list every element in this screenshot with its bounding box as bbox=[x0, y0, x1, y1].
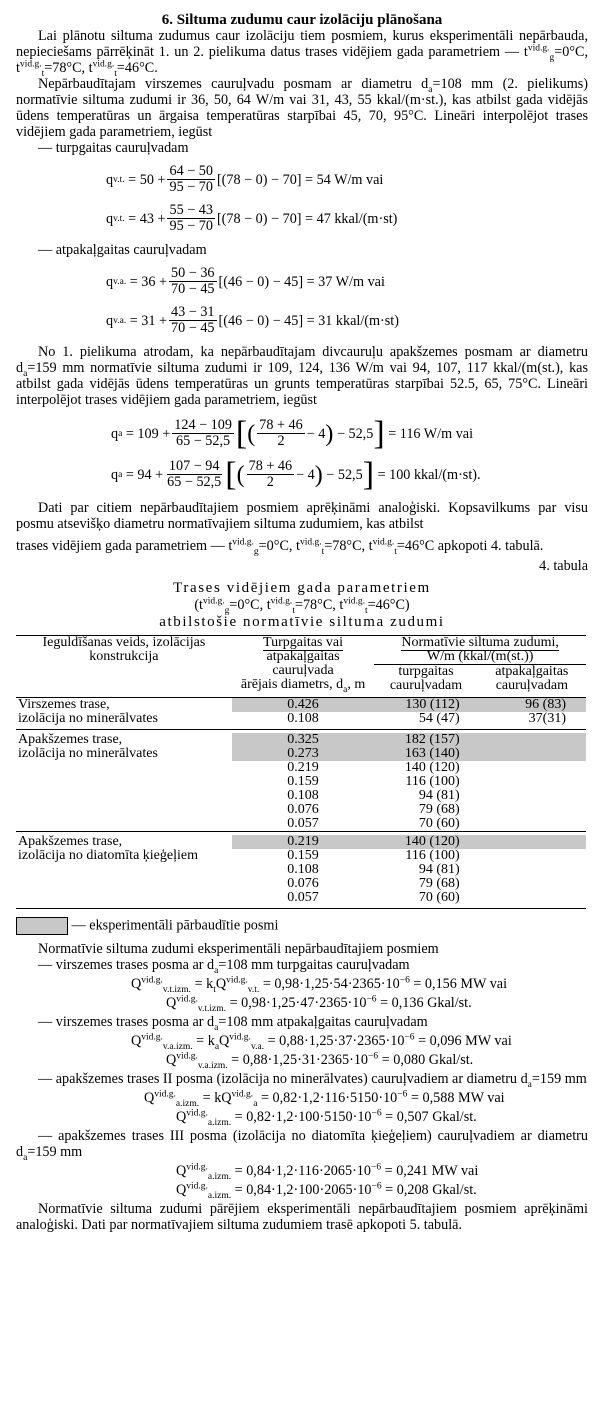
untested-item-1: — virszemes trases posma ar $d_a=108$ mm turpgaitas cauruļvadam bbox=[38, 957, 410, 976]
row-construction-label: Virszemes trase, bbox=[18, 697, 110, 712]
header-supply: turpgaitas cauruļvadam bbox=[374, 665, 477, 694]
table-row bbox=[16, 891, 586, 905]
formula-4: $Q^{vid.g.}_{v.a.izm.} = 0,88\cdot 1,25\cdot 31\cdot 2365\cdot 10^{-6} = 0,080$ Gkal/st. bbox=[166, 1051, 474, 1071]
row-construction-label bbox=[16, 789, 232, 803]
equation-qa-kkal: q a = 94 + $\frac{107 - 94}{65 - 52,5}$ [ ( $\frac{78 + 46}{2}$ − 4 ) − 52,5 ] = 100 kkal/(m·st). bbox=[111, 455, 481, 493]
cell-supply-loss: 182 (157) bbox=[374, 733, 477, 747]
cell-diameter: 0.057 bbox=[287, 890, 319, 905]
formula-7: $Q^{vid.g.}_{a.izm.} = 0,84\cdot 1,2\cdot 116\cdot 2065\cdot 10^{-6} = 0,241$ MW vai bbox=[176, 1162, 479, 1182]
equation-q-vt-wm: q v.t. = 50 + $\frac{64 - 50}{95 - 70}$ [(78 − 0) − 70] = 54 W/m vai bbox=[106, 163, 384, 195]
untested-heading: Normatīvie siltuma zudumi eksperimentāli nepārbaudītajiem posmiem bbox=[38, 941, 439, 957]
cell-return-loss bbox=[478, 775, 586, 789]
supply-pipe-label: — turpgaitas cauruļvadam bbox=[38, 140, 189, 156]
paragraph-above-ground: Nepārbaudītajam virszemes cauruļvadu posmam ar diametru $d_a=108$ mm (2. pielikums) normatīvie siltuma zudumi ir 36, 50, 64 W/m vai 31, 43, 55 kkal/(m·st.), kas atbilst gada vidējās ūdens temperatūras un ārgaisa temperatūras starpībai 45, 70, 95°C. Lineāri interpolējot trases vidējiem gada parametriem, iegūst bbox=[16, 76, 588, 140]
cell-supply-loss: 94 (81) bbox=[418, 788, 460, 803]
paragraph-summary: Dati par citiem nepārbaudītajiem posmiem aprēķināmi analoģiski. Kopsavilkums par visu posmu atsevišķo diametru normatīvajiem siltuma zudumiem, kas atbilst bbox=[16, 500, 588, 532]
row-construction-label: Apakšzemes trase, bbox=[18, 834, 123, 849]
cell-diameter: 0.076 bbox=[287, 802, 319, 817]
untested-item-4: — apakšzemes trases III posma (izolācija no diatomīta ķieģeļiem) cauruļvadiem ar diametru $d_a=159$ mm bbox=[16, 1128, 588, 1163]
cell-supply-loss: 116 (100) bbox=[405, 848, 460, 863]
table-caption bbox=[16, 580, 588, 631]
cell-return-loss bbox=[478, 733, 586, 747]
cell-supply-loss: 79 (68) bbox=[418, 876, 460, 891]
table-number: 4. tabula bbox=[539, 558, 588, 574]
table-row bbox=[16, 877, 586, 891]
header-heat-loss-group: Normatīvie siltuma zudumi, W/m (kkal/(m(st.)) bbox=[401, 635, 559, 664]
cell-diameter: 0.219 bbox=[232, 835, 375, 849]
row-construction-label: izolācija no diatomīta ķieģeļiem bbox=[18, 848, 198, 863]
row-construction-label bbox=[16, 817, 232, 832]
cell-return-loss bbox=[478, 835, 586, 849]
heat-loss-table bbox=[16, 635, 586, 909]
cell-diameter: 0.159 bbox=[287, 848, 319, 863]
cell-return-loss bbox=[478, 891, 586, 905]
cell-return-loss: 96 (83) bbox=[478, 698, 586, 713]
untested-item-2: — virszemes trases posma ar $d_a=108$ mm atpakaļgaitas cauruļvadam bbox=[38, 1014, 428, 1033]
legend bbox=[16, 917, 588, 935]
formula-2: $Q^{vid.g.}_{v.t.izm.} = 0,98\cdot 1,25\cdot 47\cdot 2365\cdot 10^{-6} = 0,136$ Gkal/st. bbox=[166, 994, 472, 1014]
row-construction-label bbox=[16, 891, 232, 905]
cell-diameter: 0.108 bbox=[232, 712, 375, 730]
cell-return-loss bbox=[478, 863, 586, 877]
equation-q-vt-kkal: q v.t. = 43 + $\frac{55 - 43}{95 - 70}$ [(78 − 0) − 70] = 47 kkal/(m·st) bbox=[106, 202, 398, 234]
cell-return-loss: 37(31) bbox=[478, 712, 586, 730]
cell-diameter: 0.057 bbox=[232, 817, 375, 832]
cell-return-loss bbox=[478, 789, 586, 803]
row-construction-label bbox=[16, 775, 232, 789]
row-construction-label: izolācija no minerālvates bbox=[18, 746, 158, 761]
formula-5: $Q^{vid.g.}_{a.izm.} = kQ^{vid.g.}_a = 0,82\cdot 1,2\cdot 116\cdot 5150\cdot 10^{-6} = 0,588$ MW vai bbox=[144, 1089, 505, 1109]
cell-return-loss bbox=[478, 761, 586, 775]
cell-diameter: 0.108 bbox=[287, 862, 319, 877]
row-construction-label bbox=[16, 863, 232, 877]
table-row bbox=[16, 817, 586, 832]
table-row bbox=[16, 698, 586, 713]
cell-diameter: 0.273 bbox=[232, 747, 375, 761]
untested-item-3: — apakšzemes trases II posma (izolācija no minerālvates) cauruļvadiem ar diametru $d_a=159$ mm bbox=[38, 1071, 587, 1090]
cell-supply-loss: 94 (81) bbox=[418, 862, 460, 877]
cell-supply-loss: 54 (47) bbox=[374, 712, 477, 730]
table-row bbox=[16, 733, 586, 747]
cell-return-loss bbox=[478, 803, 586, 817]
table-row bbox=[16, 863, 586, 877]
cell-supply-loss: 70 (60) bbox=[374, 817, 477, 832]
table-row bbox=[16, 849, 586, 863]
row-construction-label bbox=[16, 877, 232, 891]
cell-diameter: 0.325 bbox=[232, 733, 375, 747]
equation-q-va-wm: q v.a. = 36 + $\frac{50 - 36}{70 - 45}$ [(46 − 0) − 45] = 37 W/m vai bbox=[106, 265, 385, 297]
cell-supply-loss: 79 (68) bbox=[418, 802, 460, 817]
table-row bbox=[16, 803, 586, 817]
cell-supply-loss: 140 (120) bbox=[374, 835, 477, 849]
row-construction-label: izolācija no minerālvates bbox=[16, 712, 232, 730]
table-body bbox=[16, 698, 586, 909]
paragraph-intro: Lai plānotu siltuma zudumus caur izolāciju tiem posmiem, kurus eksperimentāli nepārbauda, nepieciešams pārrēķināt 1. un 2. pielikuma datus trases vidējiem gada parametriem — $t^{vid.g.}_g=0^\circ C$, $t^{vid.g.}_t=78^\circ C$, $t^{vid.g.}_t=46^\circ C$. bbox=[16, 28, 588, 79]
table-row bbox=[16, 712, 586, 730]
return-pipe-label: — atpakaļgaitas cauruļvadam bbox=[38, 242, 207, 258]
equation-qa-wm: q a = 109 + $\frac{124 - 109}{65 - 52,5}$ [ ( $\frac{78 + 46}{2}$ − 4 ) − 52,5 ] = 116 W/m vai bbox=[111, 414, 474, 452]
header-return: atpakaļgaitas cauruļvadam bbox=[478, 665, 586, 694]
cell-supply-loss: 70 (60) bbox=[418, 890, 460, 905]
header-diameter: Turpgaitas vai atpakaļgaitas cauruļvada ārējais diametrs, $d_a$, m bbox=[240, 635, 366, 695]
cell-supply-loss: 130 (112) bbox=[374, 698, 477, 713]
section-title: 6. Siltuma zudumu caur izolāciju plānošana bbox=[161, 12, 443, 28]
legend-swatch bbox=[16, 917, 68, 935]
table-row bbox=[16, 775, 586, 789]
final-paragraph: Normatīvie siltuma zudumi pārējiem eksperimentāli nepārbaudītajiem posmiem aprēķināmi analoģiski. Dati par normatīvajiem siltuma zudumiem trasē apkopoti 5. tabulā. bbox=[16, 1201, 588, 1233]
paragraph-underground: No 1. pielikuma atrodam, ka nepārbaudītajam divcauruļu apakšzemes posmam ar diametru $d_a=159$ mm normatīvie siltuma zudumi ir 109, 124, 136 W/m vai 94, 107, 117 kkal/(m(st.), kas atbilst gada vidējās ūdens temperatūras un grunts temperatūras starpībai 52.5, 65, 75°C. Lineāri interpolējot trases vidējiem gada parametriem, iegūst bbox=[16, 344, 588, 408]
cell-diameter: 0.219 bbox=[287, 760, 319, 775]
cell-return-loss bbox=[478, 849, 586, 863]
row-construction-label bbox=[16, 761, 232, 775]
cell-diameter: 0.426 bbox=[232, 698, 375, 713]
cell-diameter: 0.076 bbox=[287, 876, 319, 891]
table-row bbox=[16, 747, 586, 761]
legend-text: — eksperimentāli pārbaudītie posmi bbox=[71, 917, 279, 934]
row-construction-label bbox=[16, 803, 232, 817]
cell-diameter: 0.159 bbox=[287, 774, 319, 789]
cell-supply-loss: 163 (140) bbox=[374, 747, 477, 761]
header-installation-type: Ieguldīšanas veids, izolācijas konstrukcija bbox=[42, 635, 206, 664]
formula-1: $Q^{vid.g.}_{v.t.izm.} = k_tQ^{vid.g.}_{v.t.} = 0,98\cdot 1,25\cdot 54\cdot 2365\cdot 10^{-6} = 0,156$ MW vai bbox=[131, 975, 508, 995]
formula-3: $Q^{vid.g.}_{v.a.izm.} = k_aQ^{vid.g.}_{v.a.} = 0,88\cdot 1,25\cdot 37\cdot 2365\cdot 10^{-6} = 0,096$ MW vai bbox=[131, 1032, 512, 1052]
table-row bbox=[16, 761, 586, 775]
cell-supply-loss: 140 (120) bbox=[404, 760, 460, 775]
cell-return-loss bbox=[478, 877, 586, 891]
paragraph-summary-params: trases vidējiem gada parametriem — $t^{vid.g.}_g=0^\circ C$, $t^{vid.g.}_t=78^\circ C$, $t^{vid.g.}_t=46^\circ C$ apkopoti 4. tabulā. bbox=[16, 537, 544, 557]
formula-6: $Q^{vid.g.}_{a.izm.} = 0,82\cdot 1,2\cdot 100\cdot 5150\cdot 10^{-6} = 0,507$ Gkal/st. bbox=[176, 1108, 477, 1128]
equation-q-va-kkal: q v.a. = 31 + $\frac{43 - 31}{70 - 45}$ [(46 − 0) − 45] = 31 kkal/(m·st) bbox=[106, 304, 399, 336]
table-caption-line1: Trases vidējiem gada parametriem bbox=[173, 580, 431, 596]
formula-8: $Q^{vid.g.}_{a.izm.} = 0,84\cdot 1,2\cdot 100\cdot 2065\cdot 10^{-6} = 0,208$ Gkal/st. bbox=[176, 1181, 477, 1201]
cell-diameter: 0.108 bbox=[287, 788, 319, 803]
cell-return-loss bbox=[478, 747, 586, 761]
table-row bbox=[16, 789, 586, 803]
cell-supply-loss: 116 (100) bbox=[405, 774, 460, 789]
table-caption-line2: ($t^{vid.g.}_g=0^\circ C$, $t^{vid.g.}_t=78^\circ C$, $t^{vid.g.}_t=46^\circ C$) bbox=[194, 596, 410, 616]
row-construction-label: Apakšzemes trase, bbox=[18, 732, 123, 747]
table-caption-line3: atbilstošie normatīvie siltuma zudumi bbox=[159, 614, 445, 630]
table-row bbox=[16, 835, 586, 849]
cell-return-loss bbox=[478, 817, 586, 832]
